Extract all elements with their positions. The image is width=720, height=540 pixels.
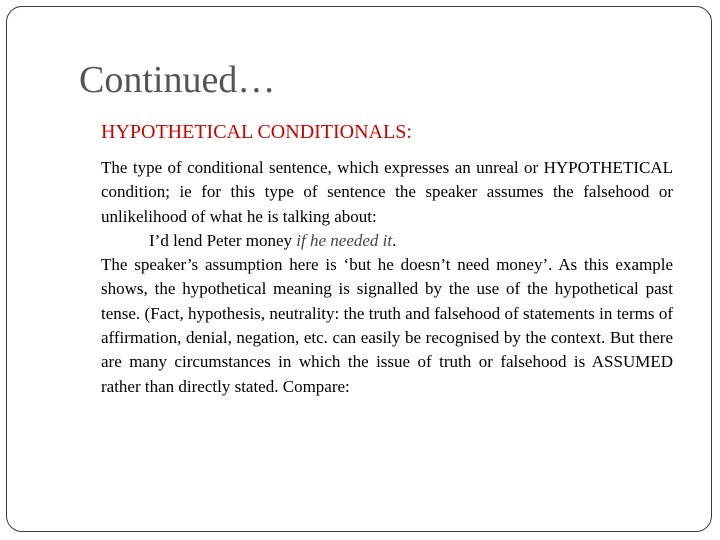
example-main-clause: I’d lend Peter money xyxy=(149,230,297,250)
paragraph-definition: The type of conditional sentence, which expresses an unreal or HYPOTHETICAL condition; ie for this type of sentence the speaker assumes the falsehood or unlikelihood of what he is talking about: xyxy=(101,158,673,226)
slide-title: Continued… xyxy=(79,59,276,101)
example-sentence xyxy=(101,229,673,253)
body-text xyxy=(101,156,673,399)
example-if-clause: if he needed it xyxy=(296,230,393,250)
section-heading: HYPOTHETICAL CONDITIONALS: xyxy=(101,121,412,143)
example-period: . xyxy=(392,230,397,250)
paragraph-explanation: The speaker’s assumption here is ‘but he doesn’t need money’. As this example shows, the hypothetical meaning is signalled by the use of the hypothetical past tense. (Fact, hypothesis, neutrality: the truth and falsehood of statements in terms of affirmation, denial, negation, etc. can easily be recognised by the context. But there are many circumstances in which the issue of truth or falsehood is ASSUMED rather than directly stated. Compare: xyxy=(101,255,673,396)
